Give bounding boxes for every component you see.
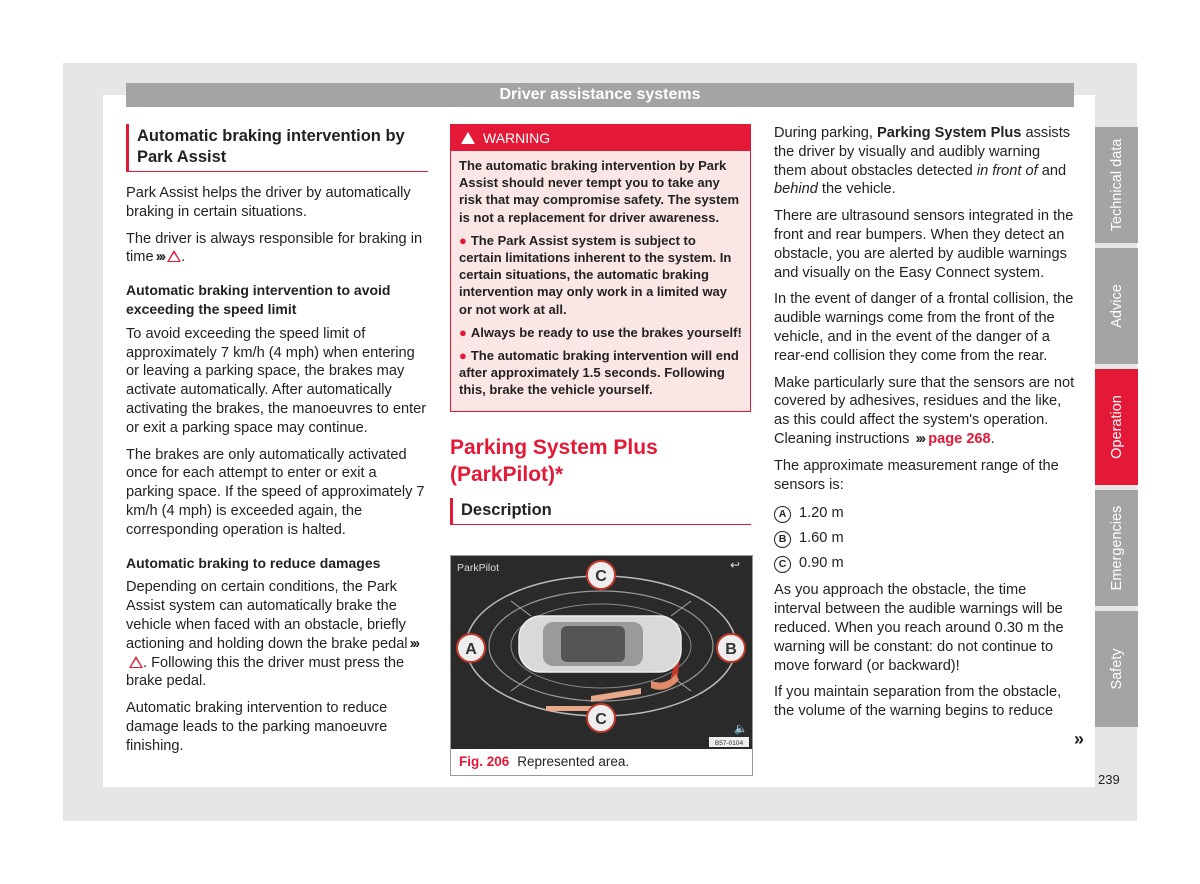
label-c-top: C	[595, 568, 607, 585]
column-left	[126, 124, 428, 764]
cross-reference-arrow-icon: ›››	[155, 249, 165, 266]
warning-triangle-icon	[461, 132, 475, 144]
emphasis-bold: Parking System Plus	[877, 125, 1022, 141]
figure-code: B57-0104	[714, 740, 744, 747]
warning-bullet-text: Always be ready to use the brakes yourself!	[470, 324, 742, 340]
page-number: 239	[1098, 772, 1120, 787]
circled-label: B	[774, 531, 791, 548]
measurement-item	[774, 504, 1076, 523]
parkpilot-screen-illustration	[451, 556, 752, 749]
measurement-list	[774, 504, 1076, 573]
emphasis-italic: in front of	[976, 162, 1038, 179]
bullet-icon: ●	[459, 324, 467, 340]
measurement-value: 0.90 m	[799, 555, 844, 572]
paragraph	[774, 124, 1076, 199]
paragraph	[126, 578, 428, 691]
warning-bullet-text: The Park Assist system is subject to certain limitations inherent to the system. In certain situations, the automatic braking intervention may only work in a limited way or not work at all.	[459, 232, 732, 317]
warning-title	[451, 125, 750, 151]
page-header: Driver assistance systems	[126, 83, 1074, 107]
label-c-bottom: C	[595, 711, 607, 728]
warning-title-text: WARNING	[483, 130, 551, 146]
column-middle	[450, 124, 751, 539]
warning-body	[451, 151, 750, 411]
paragraph-text: the vehicle.	[821, 181, 896, 198]
cross-reference-arrow-icon: ›››	[409, 635, 419, 652]
paragraph: Park Assist helps the driver by automatically braking in certain situations.	[126, 185, 411, 220]
paragraph: In the event of danger of a frontal collision, the audible warnings come from the front of the vehicle, and in the event of the danger of a rear-end collision they come from the rear.	[774, 291, 1074, 364]
column-right	[774, 124, 1076, 729]
figure	[450, 555, 753, 776]
bullet-icon: ●	[459, 348, 467, 364]
warning-triangle-icon	[129, 656, 143, 668]
speaker-icon: 🔈	[734, 722, 748, 735]
sidetab-label: Safety	[1108, 648, 1125, 690]
subheading: Automatic braking to reduce damages	[126, 554, 381, 571]
paragraph: Automatic braking intervention to reduce damage leads to the parking manoeuvre finishing.	[126, 700, 388, 754]
cross-reference-arrow-icon: ›››	[915, 430, 925, 447]
paragraph-text: Depending on certain conditions, the Park Assist system can automatically brake the vehicle when faced with an obstacle, briefly actioning and holding down the brake pedal	[126, 579, 408, 652]
paragraph: As you approach the obstacle, the time interval between the audible warnings will be reduced. When you reach around 0.30 m the warning will be constant: do not continue to move forward (or backward)!	[774, 582, 1064, 674]
section-heading: Automatic braking intervention by Park Assist	[126, 124, 428, 172]
subheading: Automatic braking intervention to avoid exceeding the speed limit	[126, 282, 391, 317]
paragraph-text: Make particularly sure that the sensors are not covered by adhesives, residues and the like, as this could affect the system's operation. Cleaning instructions	[774, 374, 1075, 447]
warning-bullet	[459, 347, 742, 399]
warning-bullet	[459, 232, 742, 318]
emphasis-italic: behind	[774, 181, 818, 198]
paragraph: The driver is always responsible for braking in time ››› .	[126, 230, 423, 266]
sidetab-label: Operation	[1108, 395, 1125, 459]
figure-caption	[451, 749, 752, 775]
screen-title: ParkPilot	[457, 562, 500, 574]
measurement-item	[774, 529, 1076, 548]
warning-bullet-text: The automatic braking intervention will end after approximately 1.5 seconds. Following this, brake the vehicle yourself.	[459, 348, 739, 398]
label-a: A	[465, 641, 477, 658]
continued-arrow-icon: »	[1074, 729, 1082, 749]
circled-label: C	[774, 556, 791, 573]
paragraph: There are ultrasound sensors integrated in the front and rear bumpers. When they detect an obstacle, you are alerted by audible warnings and visually on the Easy Connect system.	[774, 208, 1074, 281]
paragraph-text: The driver is always responsible for braking in time	[126, 230, 423, 266]
bullet-icon: ●	[459, 232, 467, 248]
paragraph-text: and	[1041, 162, 1067, 179]
measurement-item	[774, 554, 1076, 573]
sidetab-operation[interactable]	[1095, 369, 1138, 485]
sidetab-safety[interactable]	[1095, 611, 1138, 727]
paragraph-text: assists the driver by visually and audibly warning them about obstacles detected	[774, 125, 1071, 179]
sidetab-label: Technical data	[1108, 138, 1125, 232]
section-title: Parking System Plus (ParkPilot)*	[450, 435, 658, 486]
measurement-value: 1.20 m	[799, 505, 844, 522]
paragraph: The brakes are only automatically activated once for each attempt to enter or exit a parking space. If the speed of approximately 7 km/h (4 mph) is exceeded again, the corresponding operation is halted.	[126, 446, 425, 538]
warning-paragraph: The automatic braking intervention by Park Assist should never tempt you to take any risk that may compromise safety. The system is not a replacement for driver awareness.	[459, 158, 740, 225]
sidetab-label: Emergencies	[1108, 505, 1125, 591]
circled-label: A	[774, 506, 791, 523]
paragraph: The approximate measurement range of the sensors is:	[774, 457, 1059, 493]
figure-number: Fig. 206	[459, 754, 510, 769]
subsection-heading: Description	[450, 498, 751, 525]
car-window	[561, 626, 625, 662]
label-b: B	[725, 641, 737, 658]
paragraph-text: . Following this the driver must press the brake pedal.	[126, 654, 405, 690]
paragraph: If you maintain separation from the obstacle, the volume of the warning begins to reduce	[774, 684, 1062, 720]
sidetab-technical-data[interactable]	[1095, 127, 1138, 243]
back-arrow-icon: ↩	[730, 558, 741, 572]
paragraph-text: During parking,	[774, 125, 873, 141]
paragraph: To avoid exceeding the speed limit of approximately 7 km/h (4 mph) when entering or leaving a parking space, the brakes may activate automatically. After automatically activating the brakes, the manoeuvres to enter or exit a parking space may continue.	[126, 325, 427, 436]
sidetab-advice[interactable]	[1095, 248, 1138, 364]
figure-caption-text: Represented area.	[517, 754, 630, 769]
warning-box	[450, 124, 751, 412]
warning-bullet	[459, 324, 742, 341]
paragraph: Make particularly sure that the sensors are not covered by adhesives, residues and the like, as this could affect the system's operation. Cleaning instructions ››› page 268.	[774, 374, 1075, 447]
sidetab-emergencies[interactable]	[1095, 490, 1138, 606]
page-reference-link[interactable]: page 268	[928, 430, 991, 447]
measurement-value: 1.60 m	[799, 530, 844, 547]
sidetab-label: Advice	[1108, 284, 1125, 328]
warning-triangle-icon	[167, 250, 181, 262]
